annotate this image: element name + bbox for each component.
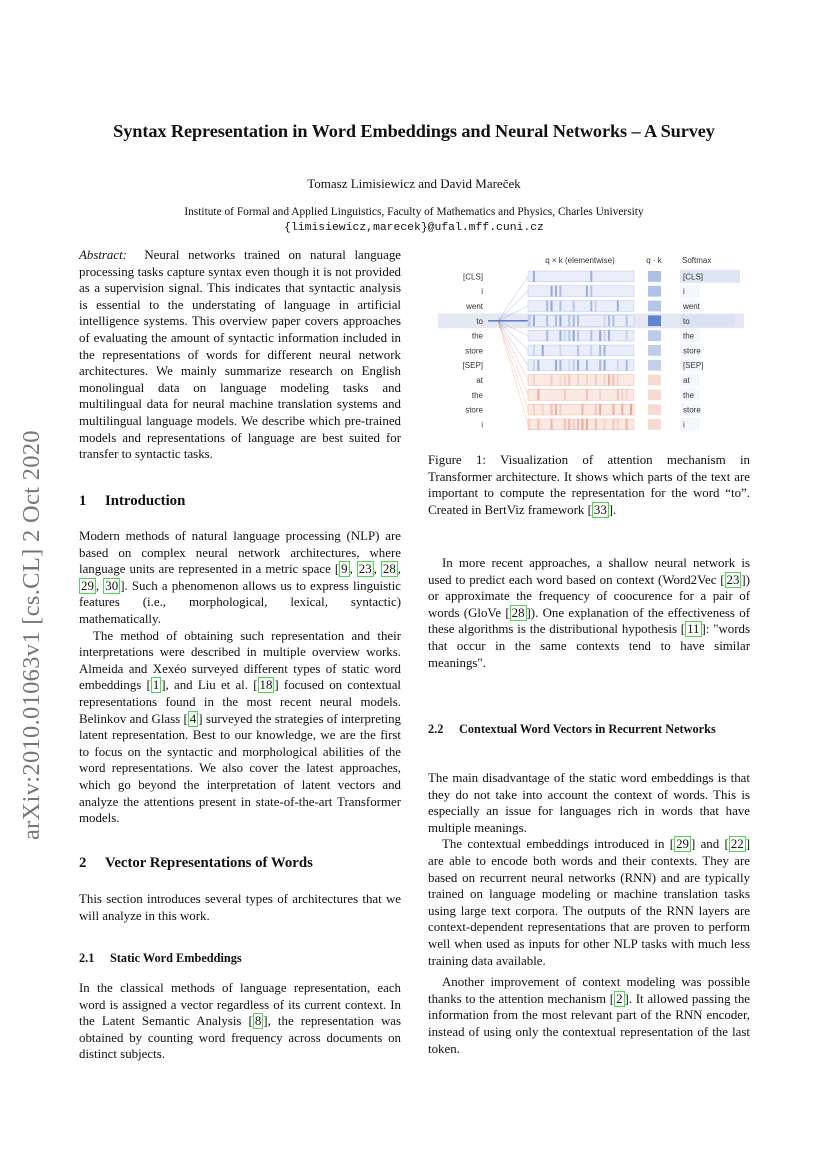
vector-cell xyxy=(564,389,566,400)
left-token: i xyxy=(481,287,483,297)
section-2-body xyxy=(79,891,401,924)
figure-caption: Figure 1: Visualization of attention mechanism in Transformer architecture. It shows which parts of the text are important to compute the representation for the word “to”. Created in BertViz framework [ 33 ]. xyxy=(428,453,750,517)
vector-cell xyxy=(595,404,597,415)
left-column xyxy=(79,247,401,463)
right-token: i xyxy=(683,420,685,430)
vector-cell xyxy=(555,286,557,297)
vector-cell xyxy=(559,315,561,326)
vector-cell xyxy=(537,360,539,371)
vector-cell xyxy=(599,389,601,400)
vector-cell xyxy=(626,419,628,430)
qk-dot-header: q · k xyxy=(646,256,662,265)
vector-cell xyxy=(559,360,561,371)
dot-product-cell xyxy=(648,389,661,400)
vector-cell xyxy=(604,315,606,326)
vector-cell xyxy=(577,375,579,386)
citation-link[interactable]: 30 xyxy=(105,578,119,593)
left-token: store xyxy=(465,405,483,415)
elementwise-vector xyxy=(528,315,634,326)
vector-cell xyxy=(551,301,553,312)
left-token: at xyxy=(476,376,483,385)
right-token: [SEP] xyxy=(683,361,704,371)
vector-cell xyxy=(573,419,575,430)
citation-link[interactable]: 1 xyxy=(152,678,160,693)
vector-cell xyxy=(573,315,575,326)
paragraph: Another improvement of context modeling was possible thanks to the attention mechanism [ 2 ]. It allowed passing the information from the most relevant part of the RNN encoder, instead of using only the contextual representation of the last token. xyxy=(428,975,750,1056)
vector-cell xyxy=(617,360,619,371)
elementwise-vector xyxy=(528,345,634,356)
left-token: store xyxy=(465,346,483,356)
right-token: went xyxy=(683,302,700,311)
attention-line xyxy=(498,321,528,395)
paragraph: This section introduces several types of architectures that we will analyze in this work. xyxy=(79,892,401,923)
vector-cell xyxy=(582,404,584,415)
paper-title: Syntax Representation in Word Embeddings and Neural Networks – A Survey xyxy=(113,121,715,141)
vector-cell xyxy=(564,330,566,341)
vector-cell xyxy=(529,419,531,430)
left-token: went xyxy=(466,302,483,311)
right-token: the xyxy=(683,390,695,400)
paper-affiliation: Institute of Formal and Applied Linguistics, Faculty of Mathematics and Physics, Charles University xyxy=(184,206,644,218)
vector-cell xyxy=(559,375,561,386)
vector-cell xyxy=(599,345,601,356)
vector-cell xyxy=(559,330,561,341)
right-body xyxy=(428,770,750,1057)
right-token: store xyxy=(683,405,701,415)
citation-link[interactable]: 4 xyxy=(189,711,197,726)
softmax-header: Softmax xyxy=(682,256,712,265)
citation-link[interactable]: 28 xyxy=(511,605,525,620)
dot-product-cell xyxy=(648,360,661,371)
vector-cell xyxy=(559,286,561,297)
attention-line xyxy=(498,321,528,425)
vector-cell xyxy=(568,315,570,326)
vector-cell xyxy=(612,315,614,326)
dot-product-cell xyxy=(648,330,661,341)
vector-cell xyxy=(564,419,566,430)
vector-cell xyxy=(533,360,535,371)
right-token: store xyxy=(683,346,701,356)
vector-cell xyxy=(555,315,557,326)
vector-cell xyxy=(621,389,623,400)
section-2-1-body xyxy=(79,980,401,1063)
dot-product-cell xyxy=(648,404,661,415)
right-token: i xyxy=(683,287,685,297)
vector-cell xyxy=(608,330,610,341)
elementwise-vector xyxy=(528,330,634,341)
section-1-body xyxy=(79,528,401,827)
citation-link[interactable]: 22 xyxy=(730,837,744,852)
vector-cell xyxy=(568,360,570,371)
vector-cell xyxy=(559,345,561,356)
vector-cell xyxy=(546,330,548,341)
attention-visualization xyxy=(438,252,744,436)
citation-link[interactable]: 29 xyxy=(676,837,689,852)
vector-cell xyxy=(608,375,610,386)
dot-product-cell xyxy=(648,286,661,297)
left-token: [SEP] xyxy=(462,361,483,371)
citation-link[interactable]: 8 xyxy=(254,1014,262,1029)
elementwise-vector xyxy=(528,271,634,282)
vector-cell xyxy=(626,330,628,341)
vector-cell xyxy=(568,419,570,430)
left-token: the xyxy=(471,390,483,400)
vector-cell xyxy=(555,404,557,415)
vector-cell xyxy=(630,404,632,415)
vector-cell xyxy=(617,375,619,386)
vector-cell xyxy=(533,271,535,282)
left-token: [CLS] xyxy=(462,272,483,282)
vector-cell xyxy=(599,404,601,415)
vector-cell xyxy=(537,419,539,430)
left-token: to xyxy=(476,316,483,326)
attention-figure xyxy=(438,252,744,436)
vector-cell xyxy=(586,360,588,371)
vector-cell xyxy=(533,375,535,386)
right-token: the xyxy=(683,331,695,341)
vector-cell xyxy=(595,419,597,430)
vector-cell xyxy=(551,375,553,386)
vector-cell xyxy=(612,404,614,415)
vector-cell xyxy=(604,419,606,430)
vector-cell xyxy=(586,419,588,430)
abstract-text: Neural networks trained on natural language processing tasks capture syntax even though it is not provided as a supervision signal. This indicates that syntactic analysis is essential to the understating of language in artificial intelligence systems. This overview paper covers approaches of evaluating the amount of syntactic information included in the representations of words for different neural network architectures. We mainly summarize research on English monolingual data on language modeling tasks and multilingual data for neural machine translation systems and multilingual language models. We describe which pre-trained models and representations of language are best suited for transfer to syntactic tasks. xyxy=(79,248,401,462)
vector-cell xyxy=(577,345,579,356)
citation-link[interactable]: 23 xyxy=(358,562,372,577)
left-token: the xyxy=(471,331,483,341)
vector-cell xyxy=(617,389,619,400)
dot-product-cell xyxy=(648,301,661,312)
vector-cell xyxy=(626,389,628,400)
vector-cell xyxy=(551,286,553,297)
citation-link[interactable]: 2 xyxy=(616,991,623,1006)
paper-email[interactable]: {limisiewicz,marecek}@ufal.mff.cuni.cz xyxy=(284,222,544,234)
section-2-1-heading: 2.1 Static Word Embeddings xyxy=(79,951,242,965)
vector-cell xyxy=(626,315,628,326)
citation-link[interactable]: 11 xyxy=(687,622,700,637)
abstract-label: Abstract: xyxy=(79,248,127,262)
attention-line xyxy=(498,321,528,410)
vector-cell xyxy=(586,286,588,297)
elementwise-vector xyxy=(528,286,634,297)
vector-cell xyxy=(604,360,606,371)
citation-link[interactable]: 33 xyxy=(593,502,607,517)
vector-cell xyxy=(577,360,579,371)
right-paragraph-1: In more recent approaches, a shallow neural network is used to predict each word based on context (Word2Vec [ 23 ]) or approximate the frequency of coocurence for a pair of words (GloVe [ 28 ]). One explanation of the effectiveness of these algorithms is the distributional hypothesis [ 11 ]: "words that occur in the same contexts tend to have similar meanings". xyxy=(428,556,750,670)
vector-cell xyxy=(573,330,575,341)
right-token: to xyxy=(683,316,690,326)
vector-cell xyxy=(529,315,531,326)
vector-cell xyxy=(568,375,570,386)
vector-cell xyxy=(626,360,628,371)
vector-cell xyxy=(551,404,553,415)
vector-cell xyxy=(564,375,566,386)
arxiv-identifier: arXiv:2010.01063v1 [cs.CL] 2 Oct 2020 xyxy=(18,430,45,840)
vector-cell xyxy=(555,360,557,371)
vector-cell xyxy=(608,315,610,326)
vector-cell xyxy=(542,404,544,415)
vector-cell xyxy=(573,360,575,371)
vector-cell xyxy=(604,375,606,386)
vector-cell xyxy=(577,419,579,430)
vector-cell xyxy=(537,389,539,400)
abstract xyxy=(79,247,401,463)
citation-link[interactable]: 28 xyxy=(382,562,396,577)
vector-cell xyxy=(612,419,614,430)
citation-link[interactable]: 23 xyxy=(726,572,740,587)
citation-link[interactable]: 29 xyxy=(81,578,94,593)
left-token: i xyxy=(481,420,483,430)
vector-cell xyxy=(546,301,548,312)
vector-cell xyxy=(586,375,588,386)
vector-cell xyxy=(595,301,597,312)
vector-cell xyxy=(559,404,561,415)
vector-cell xyxy=(577,330,579,341)
paragraph: In the classical methods of language representation, each word is assigned a vector regardless of its current context. In the Latent Semantic Analysis [ 8 ], the representation was obtained by counting word frequency across documents on distinct subjects. xyxy=(79,981,401,1062)
vector-cell xyxy=(599,330,601,341)
section-2-2-heading: 2.2 Contextual Word Vectors in Recurrent Networks xyxy=(428,722,716,736)
dot-product-cell xyxy=(648,271,661,282)
vector-cell xyxy=(533,315,535,326)
vector-cell xyxy=(595,375,597,386)
vector-cell xyxy=(568,330,570,341)
dot-product-cell xyxy=(648,419,661,430)
vector-cell xyxy=(617,301,619,312)
vector-cell xyxy=(573,301,575,312)
attention-line xyxy=(498,321,528,380)
dot-product-cell xyxy=(648,315,661,326)
vector-cell xyxy=(590,286,592,297)
vector-cell xyxy=(542,345,544,356)
vector-cell xyxy=(533,404,535,415)
paragraph: The method of obtaining such representation and their interpretations were described in multiple overview works. Almeida and Xexéo surveyed different types of static word embeddings [ 1 ], and Liu et al. [ 18 ] focused on contextual representations found in the most recent neural models. Belinkov and Glass [ 4 ] surveyed the strategies of interpreting latent representation. Best to our knowledge, we are the first to focus on the syntactic and morphological abilities of the word representations. We also cover the latest approaches, which go beyond the interpretation of latent vectors and analyze the attentions present in state-of-the-art Transformer models. xyxy=(79,628,401,826)
dot-product-cell xyxy=(648,345,661,356)
vector-cell xyxy=(590,330,592,341)
vector-cell xyxy=(577,315,579,326)
citation-link[interactable]: 9 xyxy=(341,562,348,577)
paragraph: Modern methods of natural language processing (NLP) are based on complex neural network architectures, where language units are represented in a metric space [ 9 , 23 , 28 , 29 , 30 ]. Such a phenomenon allows us to express linguistic features (i.e., morphological, lexical, syntactic) mathematically. xyxy=(79,529,401,626)
paragraph: The contextual embeddings introduced in [ 29 ] and [ 22 ] are able to encode both words and their contexts. They are based on recurrent neural networks (RNN) and are typically trained on language modeling or machine translation tasks using large text corpora. The outputs of the RNN layers are context-dependent representations that are proven to perform well when used as inputs for other NLP tasks with much less training data available. xyxy=(428,837,750,968)
vector-cell xyxy=(590,271,592,282)
vector-cell xyxy=(599,360,601,371)
vector-cell xyxy=(617,419,619,430)
vector-cell xyxy=(586,389,588,400)
vector-cell xyxy=(604,330,606,341)
paragraph: The main disadvantage of the static word embeddings is that they do not take into account the context of words. This is especially an issue for languages rich in words that have multiple meanings. xyxy=(428,771,750,835)
citation-link[interactable]: 18 xyxy=(259,678,273,693)
right-token: at xyxy=(683,376,690,385)
right-token: [CLS] xyxy=(683,272,704,282)
elementwise-vector xyxy=(528,404,634,415)
vector-cell xyxy=(559,301,561,312)
vector-cell xyxy=(533,345,535,356)
vector-cell xyxy=(604,345,606,356)
vector-cell xyxy=(590,301,592,312)
paper-authors: Tomasz Limisiewicz and David Mareček xyxy=(307,176,521,191)
vector-cell xyxy=(612,375,614,386)
qk-elementwise-header: q × k (elementwise) xyxy=(545,256,615,265)
vector-cell xyxy=(546,315,548,326)
dot-product-cell xyxy=(648,375,661,386)
vector-cell xyxy=(551,419,553,430)
section-2-heading: 2 Vector Representations of Words xyxy=(79,855,313,871)
section-1-heading: 1 Introduction xyxy=(79,493,186,509)
vector-cell xyxy=(621,404,623,415)
vector-cell xyxy=(590,345,592,356)
vector-cell xyxy=(582,419,584,430)
